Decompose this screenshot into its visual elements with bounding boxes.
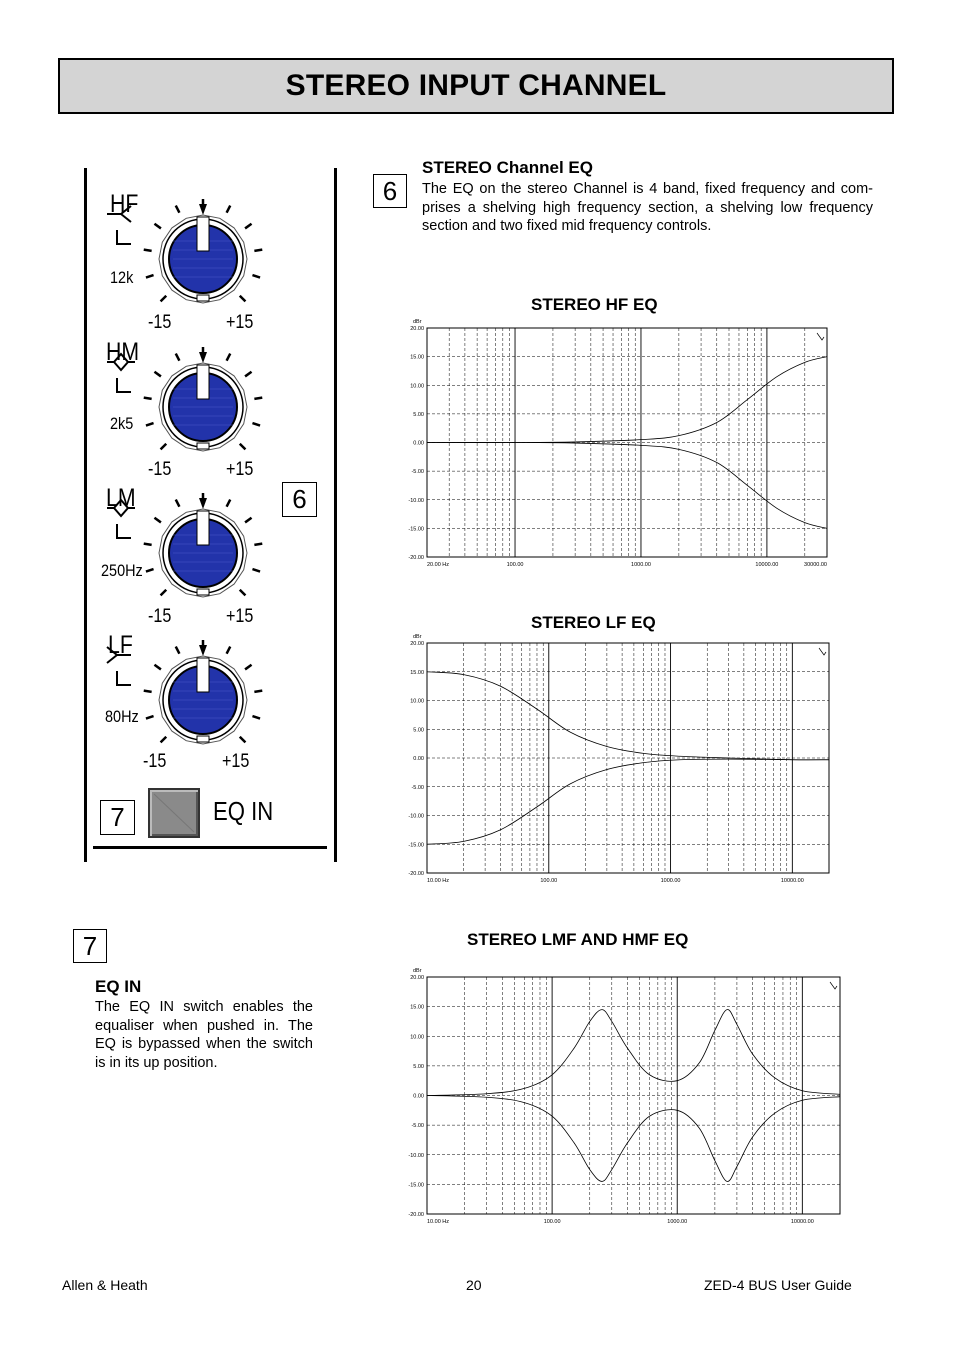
x-tick-label: 10.00 Hz <box>427 1219 450 1225</box>
strip-bottom-edge <box>93 846 327 849</box>
knob-scale-tick <box>154 518 160 523</box>
knob-pointer-mark <box>199 498 207 509</box>
strip-left-edge <box>84 168 87 862</box>
y-tick-label: -5.00 <box>411 784 424 791</box>
eq-curve-boost <box>427 672 829 760</box>
knob-scale-tick <box>161 296 167 302</box>
y-tick-label: -15.00 <box>408 526 424 533</box>
knob-scale-tick <box>146 423 154 425</box>
eq-curve-cut <box>427 759 829 844</box>
knob-scale-tick <box>254 250 262 251</box>
knob-scale-tick <box>245 518 251 523</box>
knob-scale-tick <box>161 737 167 743</box>
knob-max-hm: +15 <box>226 459 254 480</box>
eq-in-switch-label: EQ IN <box>213 796 274 826</box>
knob-scale-tick <box>176 647 180 654</box>
eq-curve-cut <box>427 1096 840 1182</box>
lf-eq-graph-title: STEREO LF EQ <box>531 613 656 632</box>
callout-eq-strip: 6 <box>282 482 317 517</box>
knob-scale-tick <box>154 665 160 670</box>
knob-scale-tick <box>176 206 180 213</box>
knob-bracket-mark <box>117 524 131 538</box>
knob-scale-tick <box>240 444 246 450</box>
knob-scale-tick <box>144 691 152 692</box>
y-tick-label: 15.00 <box>410 1004 424 1011</box>
chart-corner-mark <box>830 982 837 989</box>
knob-max-lm: +15 <box>226 606 254 627</box>
knob-scale-tick <box>240 737 246 743</box>
knob-scale-tick <box>227 647 231 654</box>
hf-eq-graph-title: STEREO HF EQ <box>531 295 658 314</box>
y-tick-label: -20.00 <box>408 871 424 877</box>
knob-scale-tick <box>154 372 160 377</box>
knob-scale-tick <box>252 716 260 718</box>
x-tick-label: 1000.00 <box>631 562 651 568</box>
section-6-heading: STEREO Channel EQ <box>422 158 593 177</box>
knob-freq-lf: 80Hz <box>105 707 139 726</box>
page-title-bar <box>58 58 894 114</box>
knob-scale-tick <box>240 590 246 596</box>
y-tick-label: 0.00 <box>413 1093 424 1100</box>
x-tick-label: 100.00 <box>543 1219 561 1225</box>
knob-label-lf: LF <box>108 631 133 659</box>
y-tick-label: -20.00 <box>408 1212 424 1218</box>
y-tick-label: -5.00 <box>411 1123 424 1130</box>
knob-bottom-notch <box>197 589 209 595</box>
section-7-heading: EQ IN <box>95 977 142 996</box>
y-tick-label: 10.00 <box>410 698 424 705</box>
y-tick-label: -5.00 <box>411 469 424 476</box>
page-title: STEREO INPUT CHANNEL <box>285 69 667 102</box>
knob-freq-hf: 12k <box>110 268 134 287</box>
knob-scale-tick <box>252 569 260 571</box>
knob-scale-tick <box>176 500 180 507</box>
knob-scale-tick <box>227 206 231 213</box>
knob-min-hm: -15 <box>148 459 172 480</box>
x-tick-label: 20.00 Hz <box>427 562 450 568</box>
knob-min-lm: -15 <box>148 606 172 627</box>
strip-right-edge <box>334 168 337 862</box>
footer-publisher: Allen & Heath <box>62 1277 148 1293</box>
y-axis-label: dBr <box>413 968 422 974</box>
lf-eq-response-chart <box>400 632 836 888</box>
eq-in-switch[interactable] <box>148 788 200 838</box>
mid-eq-graph-title: STEREO LMF AND HMF EQ <box>467 930 689 949</box>
x-tick-label: 1000.00 <box>660 878 681 884</box>
y-tick-label: 20.00 <box>410 641 424 647</box>
knob-scale-tick <box>144 250 152 251</box>
y-tick-label: -10.00 <box>408 1152 424 1159</box>
y-tick-label: -15.00 <box>408 1182 424 1189</box>
knob-max-hf: +15 <box>226 312 254 333</box>
footer-page-number: 20 <box>466 1277 482 1293</box>
knob-scale-tick <box>254 544 262 545</box>
eq-knob-panel <box>90 170 330 770</box>
eq-curve-boost <box>427 1010 840 1096</box>
y-tick-label: 15.00 <box>410 354 424 361</box>
knob-bottom-notch <box>197 736 209 742</box>
knob-scale-tick <box>146 569 154 571</box>
knob-pointer-mark <box>199 352 207 363</box>
section-6-number: 6 <box>373 174 407 208</box>
y-tick-label: 5.00 <box>413 1063 424 1070</box>
y-tick-label: 20.00 <box>410 975 424 981</box>
footer-guide-title: ZED-4 BUS User Guide <box>704 1277 852 1293</box>
x-tick-label: 1000.00 <box>667 1219 688 1225</box>
callout-switch-strip: 7 <box>100 800 135 835</box>
mid-eq-response-chart <box>400 965 846 1227</box>
knob-scale-tick <box>252 275 260 277</box>
knob-scale-tick <box>245 224 251 229</box>
knob-scale-tick <box>161 590 167 596</box>
y-tick-label: 0.00 <box>413 756 424 762</box>
knob-pointer <box>197 511 209 545</box>
knob-scale-tick <box>240 296 246 302</box>
x-tick-label: 10000.00 <box>780 878 804 884</box>
chart-corner-mark <box>817 333 824 340</box>
knob-pointer-mark <box>199 645 207 656</box>
knob-bottom-notch <box>197 295 209 301</box>
knob-scale-tick <box>252 423 260 425</box>
knob-scale-tick <box>254 691 262 692</box>
knob-scale-tick <box>227 500 231 507</box>
y-tick-label: 10.00 <box>410 383 424 390</box>
knob-pointer <box>197 217 209 251</box>
section-6-text: The EQ on the stereo Channel is 4 band, fixed frequency and com-prises a shelving high frequency section, a shelving low frequency section and two fixed mid frequency controls. <box>422 181 873 234</box>
y-tick-label: -10.00 <box>408 813 424 820</box>
knob-scale-tick <box>161 444 167 450</box>
knob-scale-tick <box>146 716 154 718</box>
y-tick-label: 5.00 <box>413 411 424 418</box>
y-tick-label: 20.00 <box>410 326 424 332</box>
y-tick-label: 15.00 <box>410 669 424 676</box>
knob-scale-tick <box>254 398 262 399</box>
x-tick-label: 10000.00 <box>755 562 779 568</box>
knob-bottom-notch <box>197 443 209 449</box>
y-tick-label: -15.00 <box>408 842 424 849</box>
hf-eq-response-chart <box>400 315 836 577</box>
knob-label-hm: HM <box>106 338 140 366</box>
x-tick-label: 10.00 Hz <box>427 878 450 884</box>
knob-pointer <box>197 658 209 692</box>
knob-max-lf: +15 <box>222 751 250 772</box>
knob-label-hf: HF <box>110 190 139 218</box>
knob-pointer <box>197 365 209 399</box>
chart-corner-mark <box>819 648 826 655</box>
knob-scale-tick <box>146 275 154 277</box>
y-axis-label: dBr <box>413 634 422 640</box>
x-tick-label: 100.00 <box>540 878 558 884</box>
x-tick-label: 100.00 <box>506 562 524 568</box>
x-tick-label: 10000.00 <box>790 1219 814 1225</box>
section-7-text: The EQ IN switch enables the equaliser when pushed in. The EQ is bypassed when the switch is in its up position. <box>95 999 313 1071</box>
y-tick-label: -20.00 <box>408 555 424 561</box>
knob-scale-tick <box>144 398 152 399</box>
knob-bracket-mark <box>117 671 131 685</box>
knob-scale-tick <box>154 224 160 229</box>
knob-scale-tick <box>176 354 180 361</box>
knob-freq-lm: 250Hz <box>101 561 143 580</box>
knob-scale-tick <box>245 665 251 670</box>
knob-pointer-mark <box>199 204 207 215</box>
knob-min-hf: -15 <box>148 312 172 333</box>
y-tick-label: 10.00 <box>410 1034 424 1041</box>
y-tick-label: -10.00 <box>408 497 424 504</box>
knob-label-lm: LM <box>106 484 136 512</box>
y-tick-label: 0.00 <box>413 440 424 447</box>
knob-scale-tick <box>144 544 152 545</box>
y-tick-label: 5.00 <box>413 727 424 734</box>
knob-bracket-mark <box>117 378 131 392</box>
section-7-number: 7 <box>73 929 107 963</box>
knob-scale-tick <box>245 372 251 377</box>
knob-scale-tick <box>227 354 231 361</box>
x-tick-label: 30000.00 <box>804 562 827 568</box>
knob-freq-hm: 2k5 <box>110 414 134 433</box>
knob-min-lf: -15 <box>143 751 167 772</box>
knob-bracket-mark <box>117 230 131 244</box>
y-axis-label: dBr <box>413 319 422 325</box>
